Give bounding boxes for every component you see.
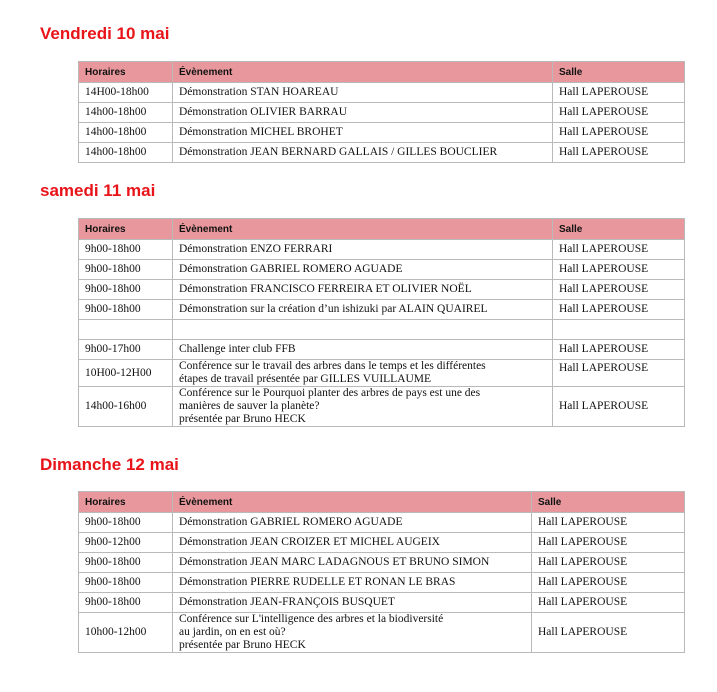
time-cell: 9h00-17h00	[79, 340, 173, 360]
table-header-row	[79, 62, 685, 83]
room-cell: Hall LAPEROUSE	[553, 240, 685, 260]
room-cell: Hall LAPEROUSE	[553, 360, 685, 387]
schedule-table	[78, 491, 685, 653]
time-cell: 9h00-12h00	[79, 533, 173, 553]
time-cell: 9h00-18h00	[79, 593, 173, 613]
table-header-row	[79, 492, 685, 513]
time-cell: 14h00-18h00	[79, 143, 173, 163]
table-row	[79, 387, 685, 427]
time-cell: 14h00-18h00	[79, 103, 173, 123]
table-row	[79, 240, 685, 260]
room-cell: Hall LAPEROUSE	[553, 103, 685, 123]
event-cell: Démonstration sur la création d’un ishizuki par ALAIN QUAIREL	[173, 300, 553, 320]
time-cell: 9h00-18h00	[79, 553, 173, 573]
time-cell: 10H00-12H00	[79, 360, 173, 387]
event-cell	[173, 387, 553, 427]
time-cell: 9h00-18h00	[79, 280, 173, 300]
event-cell: Challenge inter club FFB	[173, 340, 553, 360]
time-cell: 9h00-18h00	[79, 260, 173, 280]
room-cell: Hall LAPEROUSE	[532, 513, 685, 533]
event-cell: Démonstration JEAN BERNARD GALLAIS / GILLES BOUCLIER	[173, 143, 553, 163]
room-cell: Hall LAPEROUSE	[553, 280, 685, 300]
table-row	[79, 103, 685, 123]
header-room: Salle	[553, 62, 685, 83]
event-cell: Démonstration JEAN MARC LADAGNOUS ET BRUNO SIMON	[173, 553, 532, 573]
table-row	[79, 340, 685, 360]
time-cell: 10h00-12h00	[79, 613, 173, 653]
event-cell	[173, 320, 553, 340]
time-cell: 9h00-18h00	[79, 240, 173, 260]
schedule-table	[78, 61, 685, 163]
table-row	[79, 360, 685, 387]
table-row	[79, 513, 685, 533]
event-cell: Démonstration GABRIEL ROMERO AGUADE	[173, 260, 553, 280]
table-row	[79, 280, 685, 300]
event-cell: Démonstration ENZO FERRARI	[173, 240, 553, 260]
room-cell: Hall LAPEROUSE	[532, 553, 685, 573]
event-cell: Démonstration JEAN-FRANÇOIS BUSQUET	[173, 593, 532, 613]
event-cell: Démonstration STAN HOAREAU	[173, 83, 553, 103]
room-cell: Hall LAPEROUSE	[553, 340, 685, 360]
room-cell: Hall LAPEROUSE	[553, 123, 685, 143]
header-time: Horaires	[79, 492, 173, 513]
time-cell: 9h00-18h00	[79, 513, 173, 533]
header-time: Horaires	[79, 62, 173, 83]
event-cell: Démonstration PIERRE RUDELLE ET RONAN LE BRAS	[173, 573, 532, 593]
event-cell	[173, 613, 532, 653]
room-cell: Hall LAPEROUSE	[532, 613, 685, 653]
table-row	[79, 143, 685, 163]
schedule-table	[78, 218, 685, 427]
header-event: Évènement	[173, 492, 532, 513]
time-cell	[79, 320, 173, 340]
table-header-row	[79, 219, 685, 240]
table-row	[79, 123, 685, 143]
room-cell: Hall LAPEROUSE	[532, 593, 685, 613]
header-event: Évènement	[173, 219, 553, 240]
day-title: Vendredi 10 mai	[40, 24, 170, 43]
table-row	[79, 300, 685, 320]
time-cell: 9h00-18h00	[79, 300, 173, 320]
room-cell: Hall LAPEROUSE	[553, 83, 685, 103]
event-text: Conférence sur le Pourquoi planter des arbres de pays est une des manières de sauver la planète? présentée par Bruno HECK	[179, 387, 481, 425]
table-row-empty	[79, 320, 685, 340]
room-cell: Hall LAPEROUSE	[532, 533, 685, 553]
event-cell	[173, 360, 553, 387]
event-text: Conférence sur L'intelligence des arbres et la biodiversité au jardin, on en est où? présentée par Bruno HECK	[179, 613, 444, 651]
table-row	[79, 613, 685, 653]
time-cell: 14h00-18h00	[79, 123, 173, 143]
table-row	[79, 83, 685, 103]
event-cell: Démonstration OLIVIER BARRAU	[173, 103, 553, 123]
day-title: samedi 11 mai	[40, 181, 156, 200]
table-row	[79, 553, 685, 573]
room-cell: Hall LAPEROUSE	[532, 573, 685, 593]
time-cell: 14H00-18h00	[79, 83, 173, 103]
room-cell: Hall LAPEROUSE	[553, 300, 685, 320]
table-row	[79, 260, 685, 280]
room-cell: Hall LAPEROUSE	[553, 143, 685, 163]
day-title: Dimanche 12 mai	[40, 455, 179, 474]
event-cell: Démonstration FRANCISCO FERREIRA ET OLIVIER NOËL	[173, 280, 553, 300]
header-room: Salle	[532, 492, 685, 513]
event-cell: Démonstration GABRIEL ROMERO AGUADE	[173, 513, 532, 533]
table-row	[79, 593, 685, 613]
time-cell: 14h00-16h00	[79, 387, 173, 427]
room-cell: Hall LAPEROUSE	[553, 260, 685, 280]
room-cell	[553, 320, 685, 340]
table-row	[79, 573, 685, 593]
event-text: Conférence sur le travail des arbres dans le temps et les différentes étapes de travail présentée par GILLES VUILLAUME	[179, 360, 486, 385]
header-room: Salle	[553, 219, 685, 240]
header-time: Horaires	[79, 219, 173, 240]
header-event: Évènement	[173, 62, 553, 83]
event-cell: Démonstration JEAN CROIZER ET MICHEL AUGEIX	[173, 533, 532, 553]
room-cell: Hall LAPEROUSE	[553, 387, 685, 427]
time-cell: 9h00-18h00	[79, 573, 173, 593]
table-row	[79, 533, 685, 553]
event-cell: Démonstration MICHEL BROHET	[173, 123, 553, 143]
